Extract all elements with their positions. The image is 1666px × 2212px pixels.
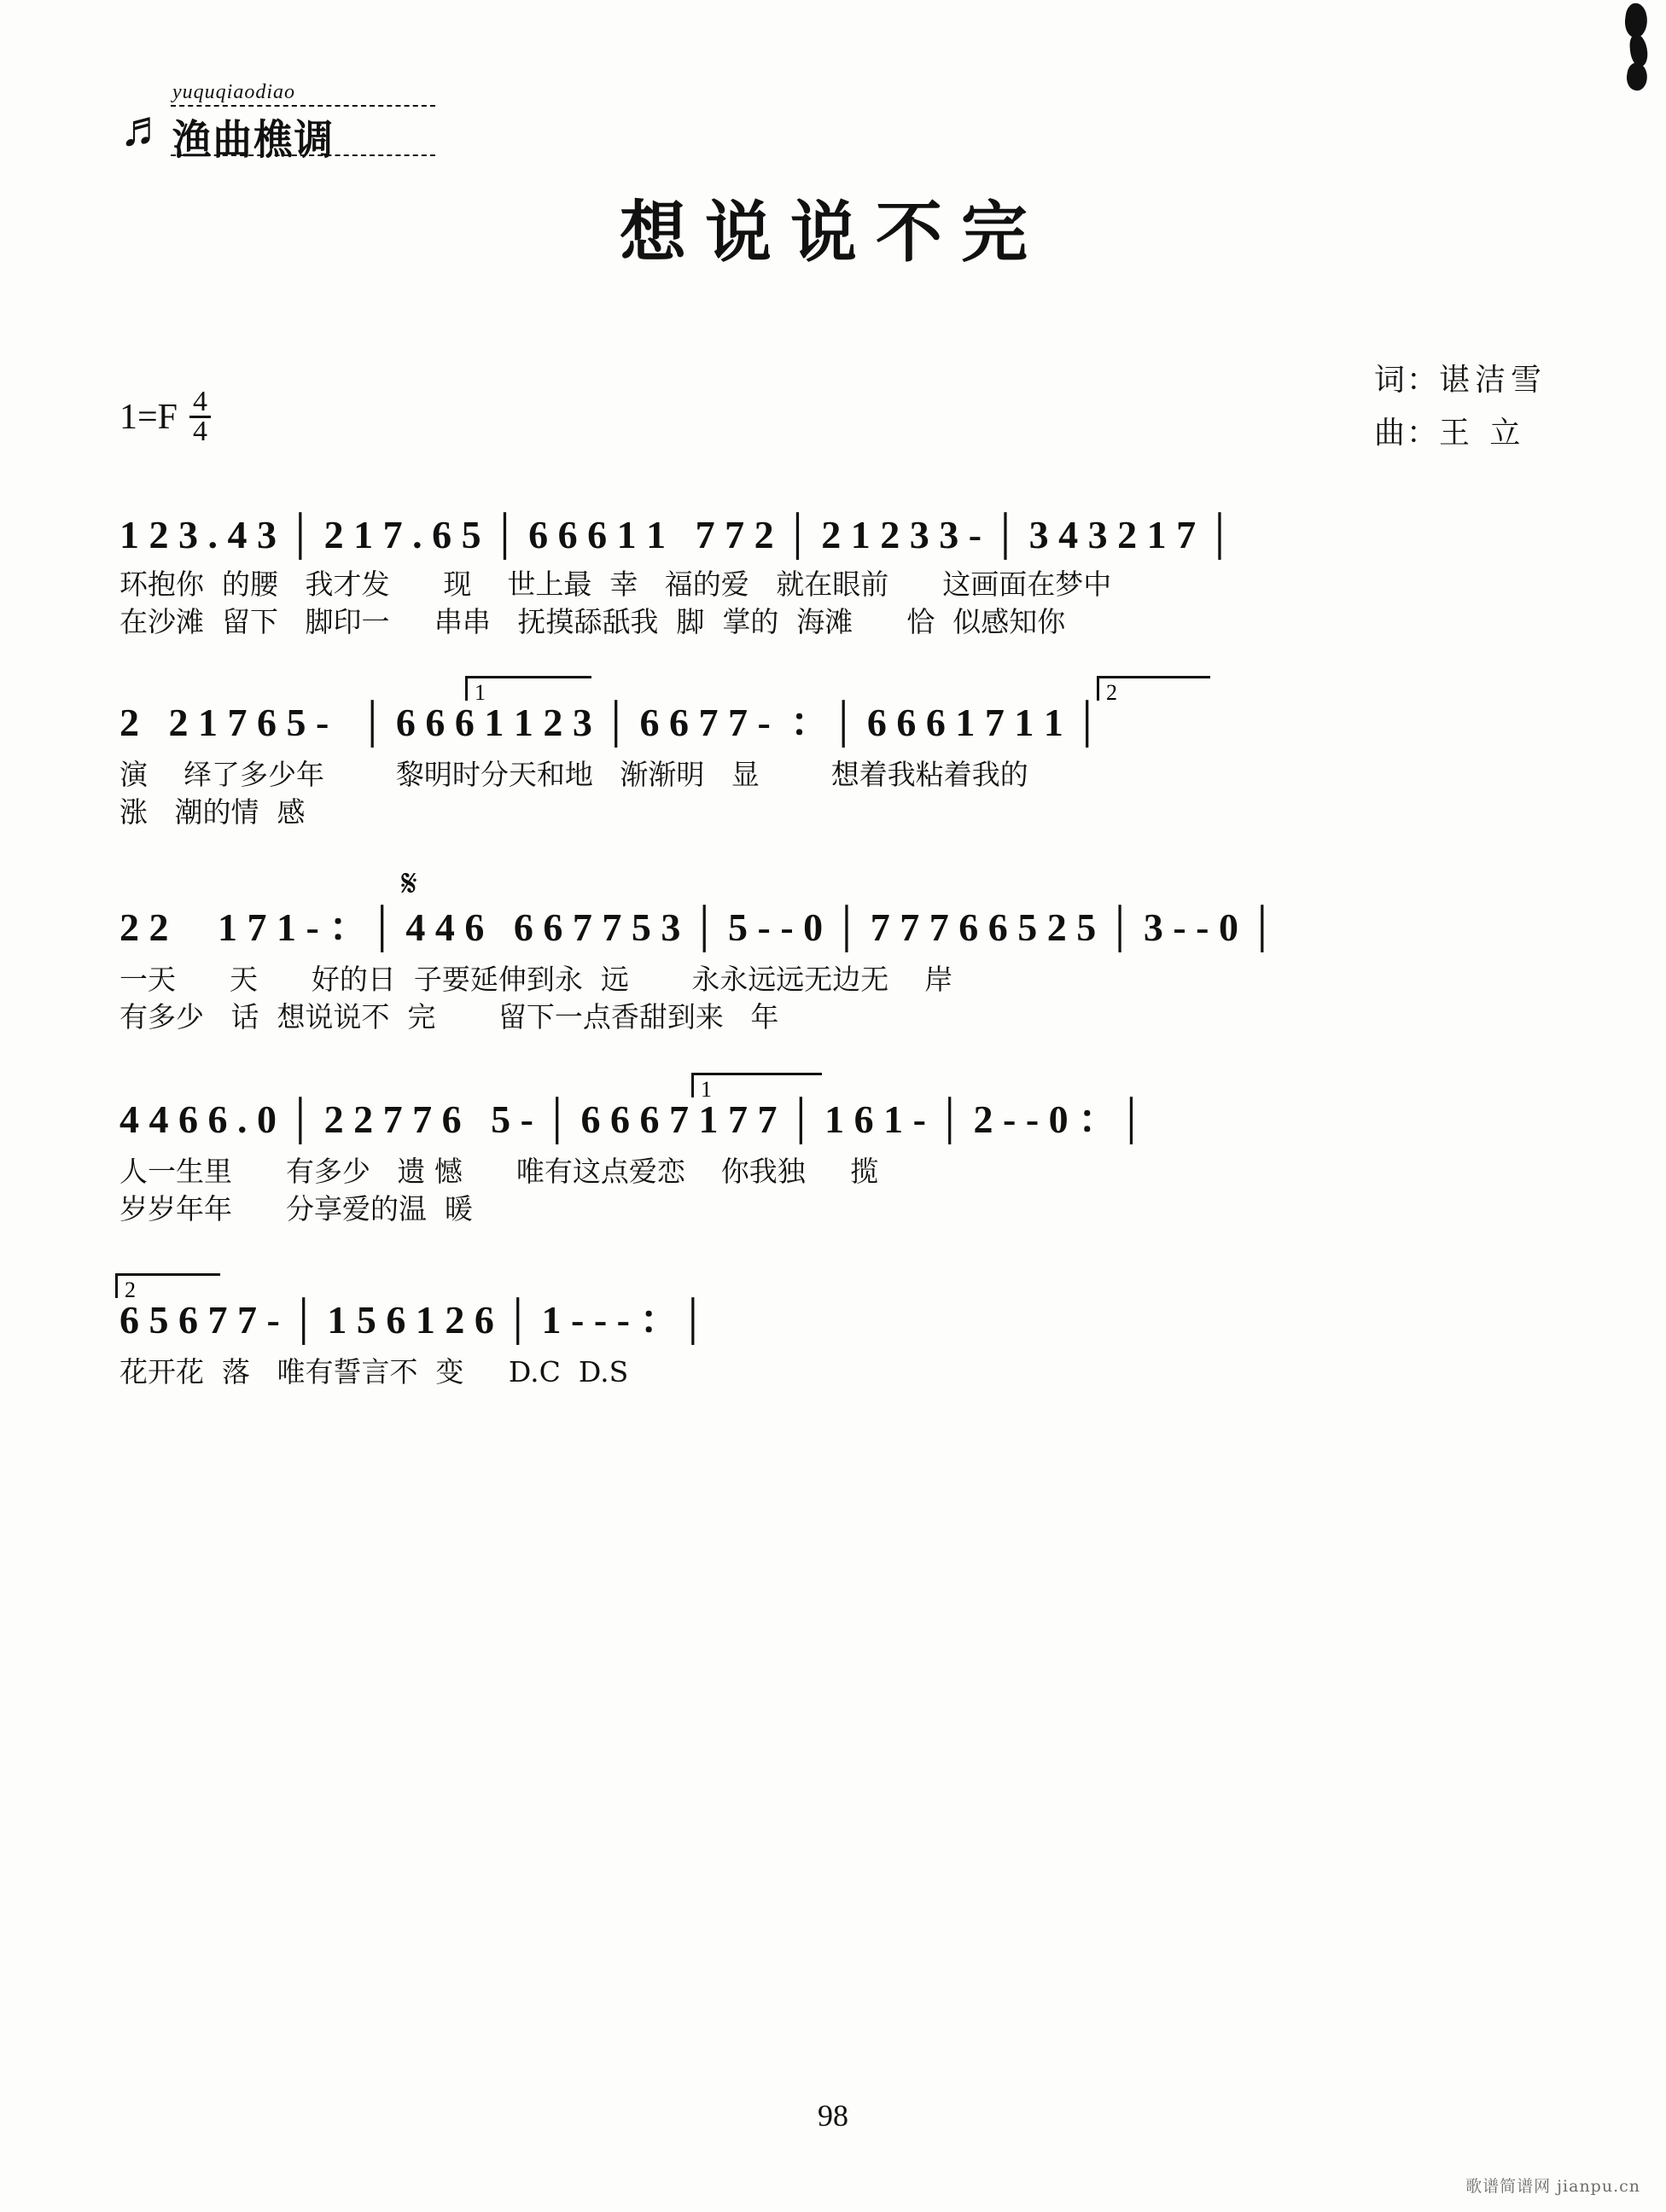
volta-number: 2	[1106, 680, 1117, 705]
music-system-5	[0, 1278, 1666, 1391]
notation-line: 2 2 1 7 6 5 - │ 6 6 6 1 1 2 3 │ 6 6 7 7 - ：│ 6 6 6 1 7 1 1 │	[119, 701, 1101, 744]
logo-chinese: 渔曲樵调	[172, 116, 335, 164]
lyric-line: 花开花 落 唯有誓言不 变 D.C D.S	[119, 1355, 629, 1388]
composer-label: 曲：	[1373, 416, 1439, 451]
lyricist-credit	[1374, 354, 1547, 407]
page-title: 想说说不完	[619, 194, 1046, 271]
credits-block	[1374, 354, 1547, 460]
logo-divider-bottom	[171, 154, 435, 156]
lyric-line: 岁岁年年 分享爱的温 暖	[119, 1192, 473, 1225]
page-number: 98	[818, 2098, 848, 2133]
notation-line: 4 4 6 6 . 0 │ 2 2 7 7 6 5 - │ 6 6 6 7 1 7 7 │ 1 6 1 - │ 2 - - 0 ：│	[119, 1097, 1145, 1141]
time-signature	[189, 388, 211, 445]
key-label: 1=F	[119, 397, 178, 437]
logo-pinyin: yuquqiaodiao	[172, 81, 295, 103]
lyricist-label: 词：	[1373, 363, 1439, 398]
lyric-line: 演 绎了多少年 黎明时分天和地 渐渐明 显 想着我粘着我的	[119, 758, 1028, 791]
music-system-1	[0, 512, 1666, 641]
lyric-line: 人一生里 有多少 遗 憾 唯有这点爱恋 你我独 揽	[119, 1155, 879, 1188]
lyric-line: 环抱你 的腰 我才发 现 世上最 幸 福的爱 就在眼前 这画面在梦中	[119, 568, 1112, 601]
site-credit: 歌谱简谱网 jianpu.cn	[1465, 2177, 1640, 2196]
notation-line: 2 2 1 7 1 - ：│ 4 4 6 6 6 7 7 5 3 │ 5 - - 0 │ 7 7 7 6 6 5 2 5 │ 3 - - 0 │	[119, 905, 1277, 949]
volta-number: 1	[701, 1077, 712, 1102]
music-system-4	[0, 1077, 1666, 1228]
lyric-line: 在沙滩 留下 脚印一 串串 抚摸舔舐我 脚 掌的 海滩 恰 似感知你	[119, 605, 1066, 638]
time-signature-denominator: 4	[193, 416, 208, 447]
composer-name: 王 立	[1438, 416, 1526, 451]
music-note-icon: ♬	[119, 101, 169, 156]
music-system-2	[0, 680, 1666, 831]
segno-icon: 𝄋	[401, 863, 417, 905]
volta-number: 1	[475, 680, 486, 705]
time-signature-numerator: 4	[189, 388, 211, 418]
series-logo	[119, 81, 444, 164]
lyric-line: 涨 潮的情 感	[119, 795, 306, 829]
brush-mark-decoration	[1622, 0, 1656, 102]
key-signature	[119, 388, 211, 445]
lyric-line: 有多少 话 想说说不 完 留下一点香甜到来 年	[119, 1000, 779, 1033]
volta-number: 2	[125, 1278, 136, 1302]
lyricist-name: 谌洁雪	[1438, 363, 1547, 398]
music-system-3	[0, 863, 1666, 1036]
notation-line: 1 2 3 . 4 3 │ 2 1 7 . 6 5 │ 6 6 6 1 1 7 7 2 │ 2 1 2 3 3 - │ 3 4 3 2 1 7 │	[119, 513, 1234, 556]
notation-line: 6 5 6 7 7 - │ 1 5 6 1 2 6 │ 1 - - - ：│	[119, 1298, 708, 1342]
lyric-line: 一天 天 好的日 子要延伸到永 远 永永远远无边无 岸	[119, 963, 953, 996]
composer-credit	[1374, 407, 1547, 460]
